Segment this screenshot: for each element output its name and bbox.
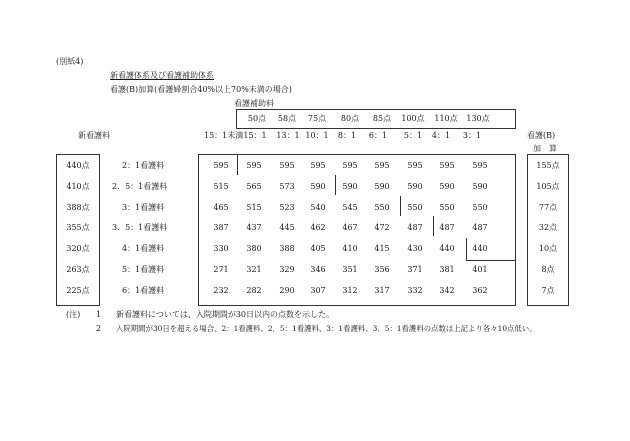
note-2-text: 入院期間が30日を超える場合、2：1看護料、2．5：1看護料、3：1看護料、3．5：1看護料の点数は上記より各々10点低い。 [116,324,537,333]
value-cell: 405 [310,244,326,253]
ratio-header-cell: 15：1 [243,131,267,140]
value-cell: 290 [279,286,295,295]
value-cell: 487 [472,223,488,232]
value-cell: 550 [439,203,455,212]
row-label: 3：1看護料 [122,203,165,212]
step-line [466,238,467,260]
ratio-header-cell: 4：1 [431,131,451,140]
value-cell: 565 [246,182,262,191]
value-cell: 445 [279,223,295,232]
value-cell: 550 [407,203,423,212]
row-label: 4：1看護料 [122,244,165,253]
value-cell: 545 [342,203,358,212]
row-label: 6：1看護料 [122,286,165,295]
value-cell: 342 [439,286,455,295]
value-cell: 515 [213,182,229,191]
aide-point-cell: 50点 [247,114,267,123]
row-label: 3．5：1看護料 [112,223,168,232]
value-cell: 465 [213,203,229,212]
ratio-header-cell: 8：1 [337,131,357,140]
value-cell: 312 [342,286,358,295]
value-cell: 487 [407,223,423,232]
document-subtitle: 看護(B)加算(看護婦割合40%以上70%未満の場合) [110,85,292,94]
value-cell: 388 [279,244,295,253]
value-cell: 371 [407,265,423,274]
value-cell: 595 [279,161,295,170]
row-label: 2．5：1看護料 [112,182,168,191]
value-cell: 271 [213,265,229,274]
value-cell: 380 [246,244,262,253]
value-cell: 550 [374,203,390,212]
value-cell: 590 [472,182,488,191]
step-line [335,175,336,195]
value-cell: 317 [374,286,390,295]
value-cell: 330 [213,244,229,253]
value-cell: 590 [310,182,326,191]
base-point-cell: 263点 [66,265,90,274]
row-label: 5：1看護料 [122,265,165,274]
aide-point-cell: 100点 [401,114,425,123]
value-cell: 472 [374,223,390,232]
value-cell: 332 [407,286,423,295]
value-cell: 573 [279,182,295,191]
aide-point-cell: 80点 [340,114,360,123]
value-cell: 351 [342,265,358,274]
value-cell: 440 [439,244,455,253]
value-cell: 523 [279,203,295,212]
base-point-cell: 410点 [66,182,90,191]
value-cell: 430 [407,244,423,253]
addition-cell: 10点 [538,244,558,253]
value-cell: 590 [439,182,455,191]
document-title: 新看護体系及び看護補助体系 [110,71,214,80]
step-line [466,260,516,261]
value-cell: 410 [342,244,358,253]
value-cell: 595 [439,161,455,170]
addition-cell: 77点 [538,203,558,212]
value-cell: 415 [374,244,390,253]
value-cell: 590 [374,182,390,191]
ratio-header-cell: 5：1 [403,131,423,140]
base-point-cell: 388点 [66,203,90,212]
ratio-header-cell: 13：1 [276,131,300,140]
step-line [400,196,401,216]
base-point-cell: 320点 [66,244,90,253]
value-cell: 401 [472,265,488,274]
note-1-num: 1 [96,310,102,319]
aide-point-cell: 130点 [466,114,490,123]
row-label: 2：1看護料 [122,161,165,170]
value-cell: 346 [310,265,326,274]
value-cell: 590 [342,182,358,191]
base-point-cell: 225点 [66,286,90,295]
value-cell: 321 [246,265,262,274]
value-cell: 590 [407,182,423,191]
new-nursing-fee-label: 新看護料 [78,131,110,140]
aide-system-label: 看護補助料 [234,99,274,108]
value-cell: 595 [407,161,423,170]
value-cell: 282 [246,286,262,295]
aide-point-cell: 75点 [307,114,327,123]
note-2-num: 2 [96,324,102,333]
base-point-cell: 440点 [66,161,90,170]
value-cell: 467 [342,223,358,232]
addition-cell: 32点 [538,223,558,232]
value-cell: 595 [213,161,229,170]
value-cell: 307 [310,286,326,295]
step-line [433,216,434,236]
value-cell: 381 [439,265,455,274]
value-cell: 487 [439,223,455,232]
value-cell: 440 [472,244,488,253]
value-cell: 437 [246,223,262,232]
value-cell: 387 [213,223,229,232]
aide-point-cell: 110点 [434,114,458,123]
value-cell: 540 [310,203,326,212]
value-cell: 462 [310,223,326,232]
addition-cell: 8点 [541,265,555,274]
value-cell: 595 [472,161,488,170]
kango-b-label: 看護(B) [527,131,556,140]
kasan-label: 加 算 [533,144,557,153]
value-cell: 515 [246,203,262,212]
addition-cell: 7点 [541,286,555,295]
value-cell: 595 [374,161,390,170]
base-point-cell: 355点 [66,223,90,232]
appendix-label: (別紙4) [56,57,84,66]
ratio-header-cell: 3：1 [462,131,482,140]
value-cell: 232 [213,286,229,295]
value-cell: 595 [310,161,326,170]
value-cell: 329 [279,265,295,274]
addition-cell: 155点 [536,161,560,170]
value-cell: 550 [472,203,488,212]
aide-point-cell: 58点 [277,114,297,123]
ratio-header-cell: 6：1 [368,131,388,140]
value-cell: 362 [472,286,488,295]
note-1-text: 新看護料については、入院期間が30日以内の点数を示した。 [116,310,335,319]
value-cell: 595 [342,161,358,170]
step-line [237,155,238,175]
ratio-header-cell: 10：1 [305,131,329,140]
ratio-header-cell: 15：1未満 [204,131,244,140]
note-label: (注) [66,310,81,319]
addition-cell: 105点 [536,182,560,191]
value-cell: 356 [374,265,390,274]
aide-point-cell: 85点 [372,114,392,123]
value-cell: 595 [246,161,262,170]
